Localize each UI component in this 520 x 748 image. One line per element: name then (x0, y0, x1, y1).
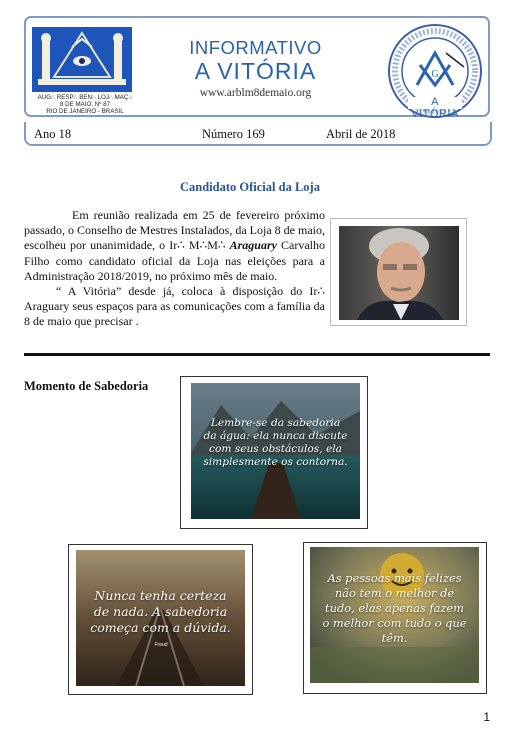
issue-number: Número 169 (202, 127, 265, 141)
candidate-name: Araguary (229, 238, 277, 253)
seal-label: A VITÓRIA (411, 96, 459, 120)
quote-text-3: As pessoas mais felizes não tem o melhor de tudo, elas apenas fazem o melhor com tudo o que têm. (322, 571, 467, 645)
section-title: Momento de Sabedoria (24, 379, 149, 393)
candidate-photo (339, 226, 459, 320)
quote-text-1: Lembre-se da sabedoria da água: ela nunca discute com seus obstáculos, ela simplesmente os contorna. (203, 417, 348, 468)
quote-image-1 (191, 383, 360, 519)
masthead-title-line2: A VITÓRIA (194, 58, 317, 84)
section-divider (24, 353, 490, 356)
lodge-address: AUG∴ RESP∴ BEN∴ LOJ∴ MAÇ∴ 8 DE MAIO, Nº 87 RIO DE JANEIRO - BRASIL (37, 94, 133, 115)
quote-image-3 (310, 547, 479, 683)
quote-author-2: Freud (154, 642, 168, 648)
website-link[interactable]: www.arblm8demaio.org (199, 87, 312, 99)
article-paragraph-2: “ A Vitória” desde já, coloca à disposição do Ir∴ Araguary seus espaços para as comunicações com a família da 8 de maio que precisar . (24, 284, 325, 329)
article-paragraph-1: Em reunião realizada em 25 de fevereiro próximo passado, o Conselho de Mestres Instalados, da Loja 8 de maio, escolheu por unanimidade, o Ir∴ M∴M∴ Araguary Carvalho Filho como candidato oficial da Loja nas eleições para a Administração 2018/2019, no próximo mês de maio. (24, 208, 325, 283)
quote-image-2 (76, 550, 245, 686)
quote-text-2: Nunca tenha certeza de nada. A sabedoria começa com a dúvida. (90, 588, 231, 635)
article-body (24, 208, 325, 330)
article-title: Candidato Oficial da Loja (180, 180, 320, 194)
masonic-seal-icon (384, 23, 486, 119)
masthead-title-line1: INFORMATIVO (189, 37, 322, 58)
issue-year: Ano 18 (34, 127, 72, 141)
issue-date: Abril de 2018 (326, 127, 396, 141)
page-number: 1 (483, 710, 490, 724)
lodge-emblem-icon (32, 27, 132, 92)
svg-text:G: G (431, 69, 439, 80)
